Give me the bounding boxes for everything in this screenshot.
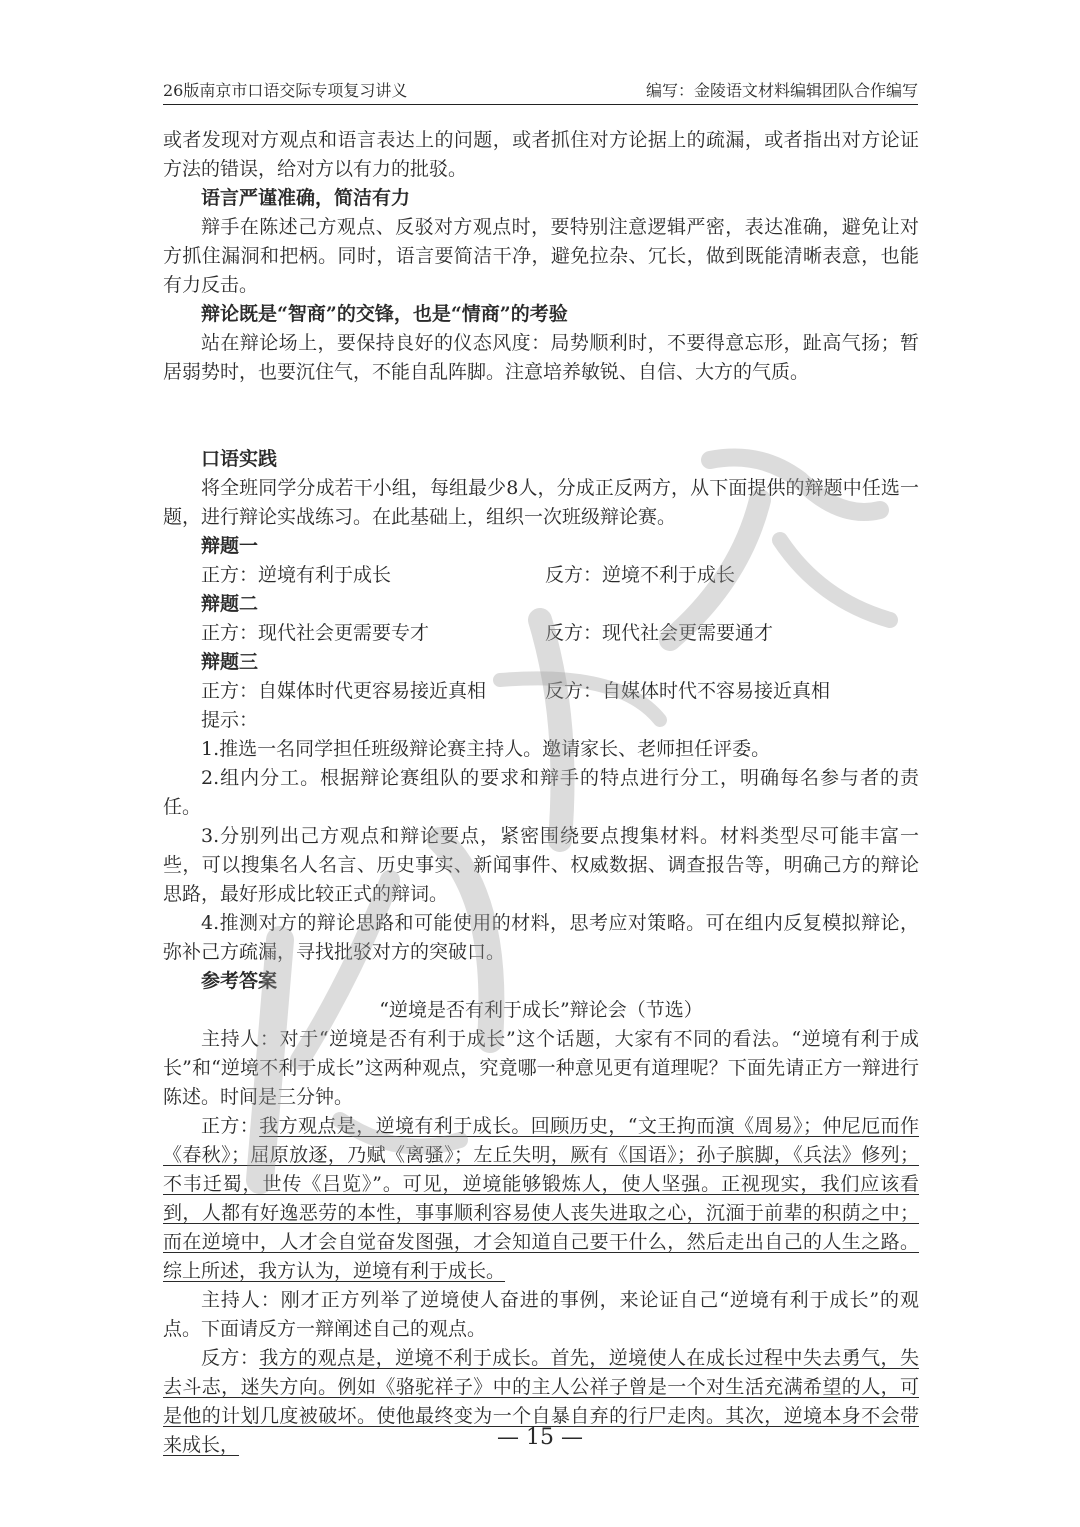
con-side: 反方：现代社会更需要通才 [545, 622, 774, 644]
paragraph: 辩手在陈述己方观点、反驳对方观点时，要特别注意逻辑严密，表达准确，避免让对方抓住漏洞和把柄。同时，语言要简洁干净，避免拉杂、冗长，做到既能清晰表意，也能有力反击。 [163, 216, 919, 296]
topic-title: 辩题一 [201, 535, 259, 557]
page-header [163, 74, 918, 105]
host-speech: 主持人：刚才正方列举了逆境使人奋进的事例，来论证自己“逆境有利于成长”的观点。下面请反方一辩阐述自己的观点。 [163, 1289, 919, 1340]
header-title: 26版南京市口语交际专项复习讲义 [163, 81, 408, 100]
topic-sides [163, 561, 919, 590]
topic-title: 辩题三 [201, 651, 259, 673]
pro-speech [163, 1112, 919, 1286]
header-author: 编写：金陵语文材料编辑团队合作编写 [645, 81, 918, 100]
paragraph: 将全班同学分成若干小组，每组最少8人，分成正反两方，从下面提供的辩题中任选一题，进行辩论实战练习。在此基础上，组织一次班级辩论赛。 [163, 477, 919, 528]
con-side: 反方：逆境不利于成长 [545, 564, 736, 586]
speaker-label: 反方： [201, 1347, 260, 1369]
tip-item: 2.组内分工。根据辩论赛组队的要求和辩手的特点进行分工，明确每名参与者的责任。 [163, 767, 919, 818]
paragraph: 或者发现对方观点和语言表达上的问题，或者抓住对方论据上的疏漏，或者指出对方论证方法的错误，给对方以有力的批驳。 [163, 129, 919, 180]
speech-text: 我方的观点是，逆境不利于成长。首先，逆境使人在成长过程中失去勇气，失去斗志，迷失方向。例如《骆驼祥子》中的主人公祥子曾是一个对生活充满希望的人，可是他的计划几度被破坏。使他最终变为一个自暴自弃的行尸走肉。其次，逆境本身不会带来成长， [163, 1347, 919, 1456]
pro-side: 正方：现代社会更需要专才 [201, 622, 430, 644]
pro-side: 正方：自媒体时代更容易接近真相 [201, 680, 487, 702]
section-heading: 参考答案 [201, 970, 278, 992]
section-heading: 辩论既是“智商”的交锋，也是“情商”的考验 [201, 303, 568, 325]
speech-text: 我方观点是，逆境有利于成长。回顾历史，“文王拘而演《周易》；仲尼厄而作《春秋》；屈原放逐，乃赋《离骚》；左丘失明，厥有《国语》；孙子膑脚，《兵法》修列；不韦迁蜀，世传《吕览》”。可见，逆境能够锻炼人，使人坚强。正视现实，我们应该看到，人都有好逸恶劳的本性，事事顺利容易使人丧失进取之心，沉湎于前辈的积荫之中；而在逆境中，人才会自觉奋发图强，才会知道自己要干什么，然后走出自己的人生之路。综上所述，我方认为，逆境有利于成长。 [163, 1115, 919, 1282]
topic-sides [163, 677, 919, 706]
tip-item: 4.推测对方的辩论思路和可能使用的材料，思考应对策略。可在组内反复模拟辩论，弥补己方疏漏，寻找批驳对方的突破口。 [163, 912, 919, 963]
section-heading: 语言严谨准确，简洁有力 [201, 187, 411, 209]
topic-title: 辩题二 [201, 593, 259, 615]
tip-item: 3.分别列出己方观点和辩论要点，紧密围绕要点搜集材料。材料类型尽可能丰富一些，可以搜集名人名言、历史事实、新闻事件、权威数据、调查报告等，明确己方的辩论思路，最好形成比较正式的辩词。 [163, 825, 919, 905]
pro-side: 正方：逆境有利于成长 [201, 564, 392, 586]
topic-sides [163, 619, 919, 648]
host-speech: 主持人：对于“逆境是否有利于成长”这个话题，大家有不同的看法。“逆境有利于成长”和“逆境不利于成长”这两种观点，究竟哪一种意见更有道理呢？下面先请正方一辩进行陈述。时间是三分钟。 [163, 1028, 919, 1108]
tips-label: 提示： [201, 709, 259, 731]
speaker-label: 正方： [201, 1115, 260, 1137]
debate-title: “逆境是否有利于成长”辩论会（节选） [379, 999, 703, 1021]
page-content [163, 126, 919, 1460]
page-number: — 15 — [497, 1425, 583, 1450]
con-side: 反方：自媒体时代不容易接近真相 [545, 680, 831, 702]
paragraph: 站在辩论场上，要保持良好的仪态风度：局势顺利时，不要得意忘形，趾高气扬；暂居弱势时，也要沉住气，不能自乱阵脚。注意培养敏锐、自信、大方的气质。 [163, 332, 919, 383]
tip-item: 1.推选一名同学担任班级辩论赛主持人。邀请家长、老师担任评委。 [201, 738, 771, 760]
section-heading: 口语实践 [201, 448, 278, 470]
